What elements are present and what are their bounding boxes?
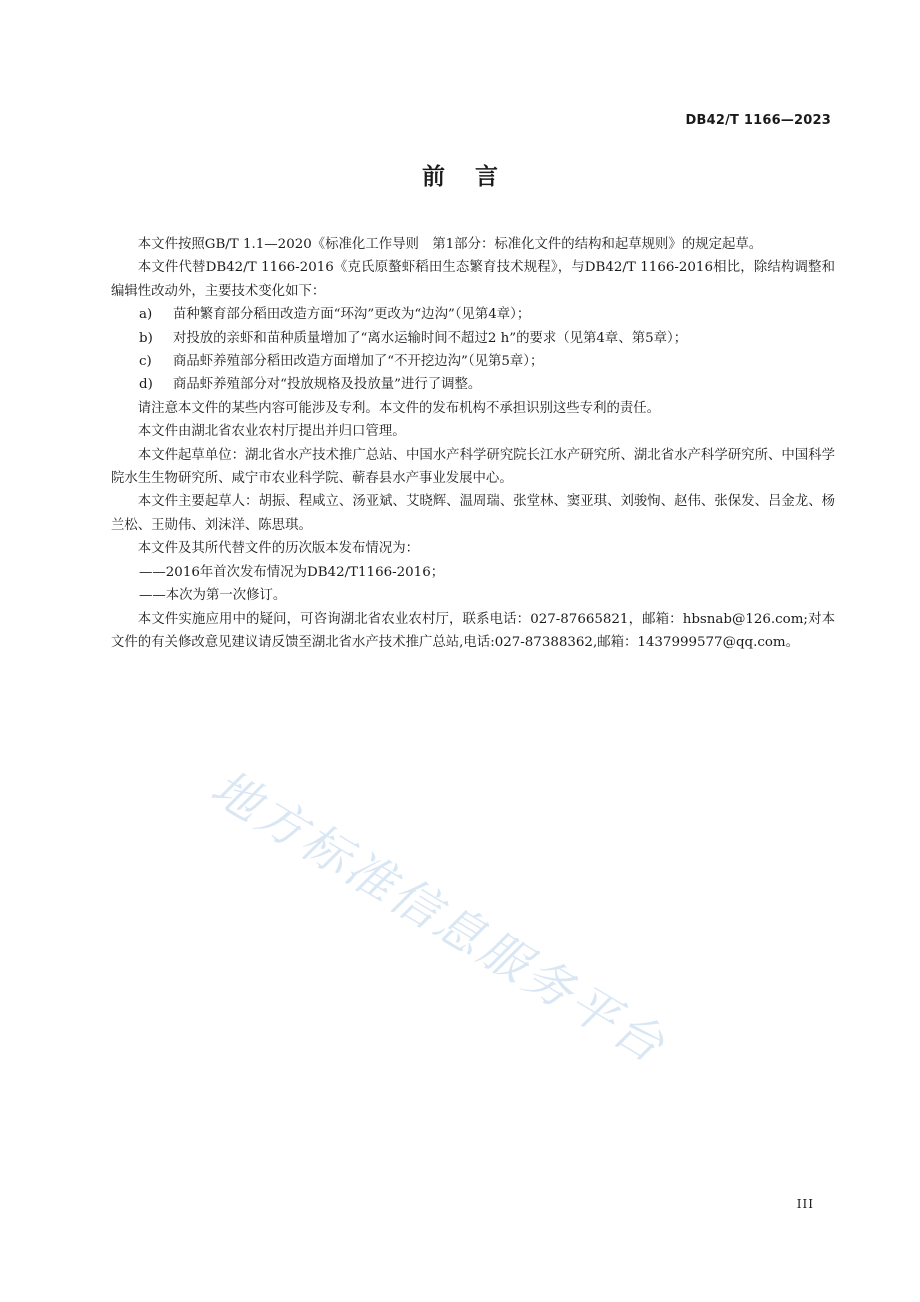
paragraph-drafting-units: 本文件起草单位：湖北省水产技术推广总站、中国水产科学研究院长江水产研究所、湖北省水产科学研究所、中国科学院水生生物研究所、咸宁市农业科学院、蕲春县水产事业发展中心。 [111,447,835,487]
document-code: DB42/T 1166—2023 [685,113,831,128]
paragraph-replacement: 本文件代替DB42/T 1166-2016《克氏原螯虾稻田生态繁育技术规程》，与DB42/T 1166-2016相比，除结构调整和编辑性改动外，主要技术变化如下： [111,260,835,299]
history-item: ——2016年首次发布情况为DB42/T1166-2016； [139,564,445,580]
watermark: 地方标准信息服务平台 [201,759,677,1076]
paragraph-drafting-rules: 本文件按照GB/T 1.1—2020《标准化工作导则 第1部分：标准化文件的结构和起草规则》的规定起草。 [137,237,763,252]
list-marker: c) [139,354,152,370]
list-marker: a) [139,307,153,323]
list-item [111,373,835,396]
paragraph-contact: 本文件实施应用中的疑问，可咨询湖北省农业农村厅，联系电话：027-87665821，邮箱：hbsnab@126.com;对本文件的有关修改意见建议请反馈至湖北省水产技术推广总站,电话:027-87388362,邮箱：1437999577@qq.com。 [111,611,835,650]
paragraph-patent-notice: 请注意本文件的某些内容可能涉及专利。本文件的发布机构不承担识别这些专利的责任。 [137,400,661,416]
paragraph-version-history: 本文件及其所代替文件的历次版本发布情况为： [137,541,419,557]
paragraph-drafters: 本文件主要起草人：胡振、程咸立、汤亚斌、艾晓辉、温周瑞、张堂林、窦亚琪、刘骏恂、赵伟、张保发、吕金龙、杨兰松、王勋伟、刘沫洋、陈思琪。 [111,494,835,533]
list-item [111,350,835,373]
list-item-text: 苗种繁育部分稻田改造方面“环沟”更改为“边沟”（见第4章）； [173,307,531,323]
page-number: III [796,1197,814,1211]
list-item-text: 对投放的亲虾和苗种质量增加了“离水运输时间不超过2 h”的要求（见第4章、第5章）； [173,330,688,346]
list-item-text: 商品虾养殖部分对“投放规格及投放量”进行了调整。 [173,377,482,393]
paragraph-proposer: 本文件由湖北省农业农村厅提出并归口管理。 [137,424,406,440]
list-item [111,303,835,326]
list-marker: d) [139,377,153,393]
foreword-body [111,233,835,654]
history-item: ——本次为第一次修订。 [139,588,287,604]
list-marker: b) [139,330,153,346]
list-item [111,327,835,350]
list-item-text: 商品虾养殖部分稻田改造方面增加了“不开挖边沟”（见第5章）； [173,354,544,370]
page-title: 前言 [422,164,528,190]
